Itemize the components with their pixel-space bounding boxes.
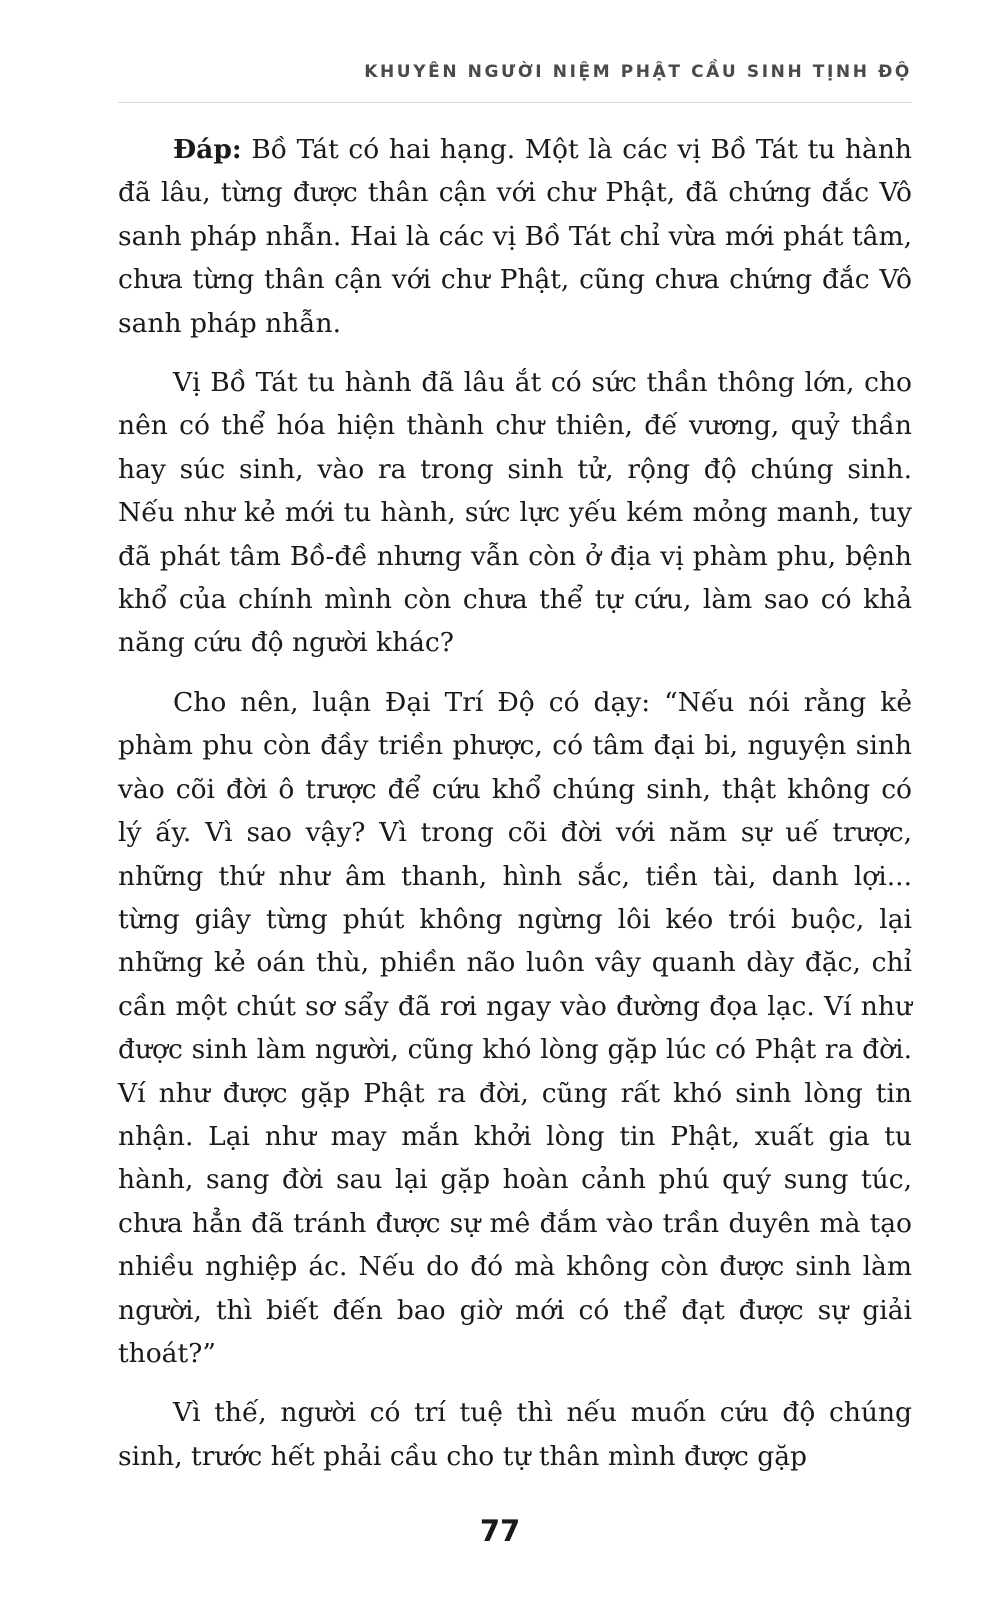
answer-label: Đáp: bbox=[173, 134, 242, 165]
body-text bbox=[118, 128, 912, 1478]
paragraph-1 bbox=[118, 128, 912, 345]
running-header: KHUYÊN NGƯỜI NIỆM PHẬT CẦU SINH TỊNH ĐỘ bbox=[364, 62, 912, 82]
paragraph-3: Cho nên, luận Đại Trí Độ có dạy: “Nếu nói rằng kẻ phàm phu còn đầy triền phược, có tâm đại bi, nguyện sinh vào cõi đời ô trược để cứu khổ chúng sinh, thật không có lý ấy. Vì sao vậy? Vì trong cõi đời với năm sự uế trược, những thứ như âm thanh, hình sắc, tiền tài, danh lợi... từng giây từng phút không ngừng lôi kéo trói buộc, lại những kẻ oán thù, phiền não luôn vây quanh dày đặc, chỉ cần một chút sơ sẩy đã rơi ngay vào đường đọa lạc. Ví như được sinh làm người, cũng khó lòng gặp lúc có Phật ra đời. Ví như được gặp Phật ra đời, cũng rất khó sinh lòng tin nhận. Lại như may mắn khởi lòng tin Phật, xuất gia tu hành, sang đời sau lại gặp hoàn cảnh phú quý sung túc, chưa hẳn đã tránh được sự mê đắm vào trần duyên mà tạo nhiều nghiệp ác. Nếu do đó mà không còn được sinh làm người, thì biết đến bao giờ mới có thể đạt được sự giải thoát?” bbox=[118, 686, 912, 1369]
page-number: 77 bbox=[479, 1514, 521, 1548]
paragraph-1-text: Bồ Tát có hai hạng. Một là các vị Bồ Tát tu hành đã lâu, từng được thân cận với chư Phật, đã chứng đắc Vô sanh pháp nhẫn. Hai là các vị Bồ Tát chỉ vừa mới phát tâm, chưa từng thân cận với chư Phật, cũng chưa chứng đắc Vô sanh pháp nhẫn. bbox=[118, 134, 912, 339]
paragraph-4: Vì thế, người có trí tuệ thì nếu muốn cứu độ chúng sinh, trước hết phải cầu cho tự thân mình được gặp bbox=[118, 1397, 912, 1472]
header-divider bbox=[118, 102, 912, 103]
paragraph-2: Vị Bồ Tát tu hành đã lâu ắt có sức thần thông lớn, cho nên có thể hóa hiện thành chư thiên, đế vương, quỷ thần hay súc sinh, vào ra trong sinh tử, rộng độ chúng sinh. Nếu như kẻ mới tu hành, sức lực yếu kém mỏng manh, tuy đã phát tâm Bồ-đề nhưng vẫn còn ở địa vị phàm phu, bệnh khổ của chính mình còn chưa thể tự cứu, làm sao có khả năng cứu độ người khác? bbox=[118, 367, 912, 659]
